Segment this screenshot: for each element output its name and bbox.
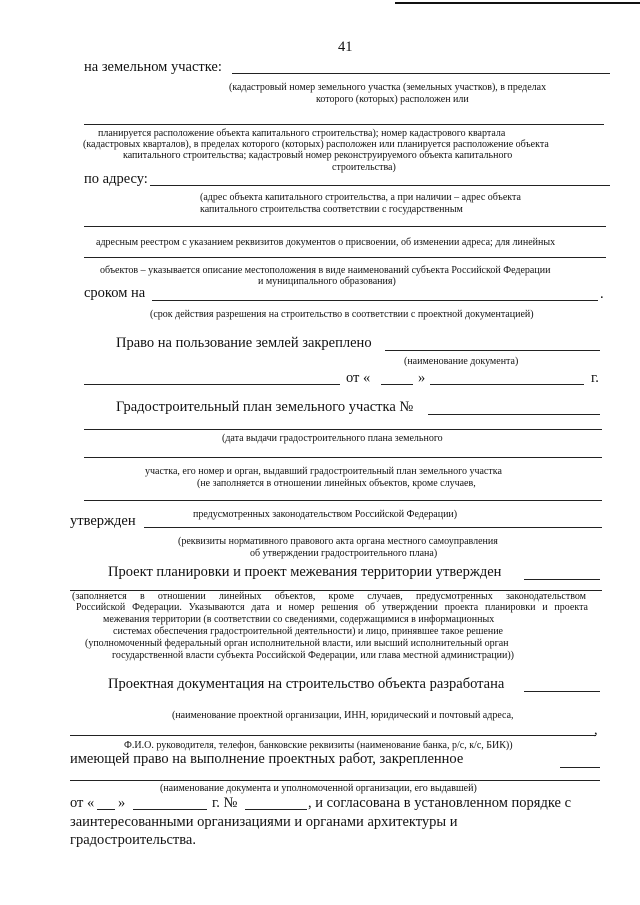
urban-plan-caption-3: (не заполняется в отношении линейных объектов, кроме случаев, — [197, 478, 476, 489]
document-line[interactable] — [84, 384, 340, 385]
land-plot-caption-1: (кадастровый номер земельного участка (земельных участков), в пределах — [229, 82, 547, 93]
land-plot-label: на земельном участке: — [84, 59, 222, 75]
term-label: сроком на — [84, 285, 146, 301]
date-quote-close: » — [418, 370, 426, 386]
planning-note-4: системах обеспечения градостроительной деятельности) и лицо, принявшее такое решение — [113, 626, 503, 637]
design-rights-field[interactable] — [560, 767, 600, 768]
land-plot-field[interactable] — [232, 73, 610, 74]
final-line-3: градостроительства. — [70, 832, 196, 848]
planning-note-3: межевания территории (в соответствии со сведениями, содержащимися в информационных — [103, 614, 495, 625]
document-caption: (наименование документа) — [404, 356, 519, 367]
address-caption-3: адресным реестром с указанием реквизитов документов о присвоении, об изменении адреса; для линейных — [96, 237, 556, 248]
address-caption-5: и муниципального образования) — [258, 276, 396, 287]
urban-plan-caption-4: предусмотренных законодательством Российской Федерации) — [193, 509, 458, 520]
project-docs-caption-1: (наименование проектной организации, ИНН, юридический и почтовый адреса, — [172, 710, 514, 721]
approved-caption-2: об утверждении градостроительного плана) — [250, 548, 438, 559]
project-docs-line-2[interactable] — [70, 735, 596, 736]
land-right-field[interactable] — [385, 350, 600, 351]
final-month-year-field[interactable] — [133, 809, 207, 810]
address-line-3[interactable] — [84, 257, 606, 258]
final-agreed-text: , и согласована в установленном порядке с — [308, 795, 572, 811]
final-number-field[interactable] — [245, 809, 307, 810]
design-rights-line-2[interactable] — [70, 780, 600, 781]
quarter-caption-4: строительства) — [332, 162, 396, 173]
planning-note-5: (уполномоченный федеральный орган исполнительной власти, или высший исполнительный орган — [85, 638, 509, 649]
approved-caption-1: (реквизиты нормативного правового акта органа местного самоуправления — [178, 536, 498, 547]
approved-field[interactable] — [144, 527, 602, 528]
project-docs-caption-2: Ф.И.О. руководителя, телефон, банковские реквизиты (наименование банка, р/с, к/с, БИК)) — [124, 740, 513, 751]
urban-plan-number-field[interactable] — [428, 414, 600, 415]
final-line-2: заинтересованными организациями и органами архитектуры и — [70, 814, 458, 830]
land-plot-caption-2: которого (которых) расположен или — [316, 94, 469, 105]
design-rights-label: имеющей право на выполнение проектных работ, закрепленное — [70, 751, 464, 767]
term-field[interactable] — [152, 300, 598, 301]
urban-plan-line-2[interactable] — [84, 429, 602, 430]
term-caption: (срок действия разрешения на строительство в соответствии с проектной документацией) — [150, 309, 534, 320]
design-rights-caption: (наименование документа и уполномоченной организации, его выдавшей) — [160, 783, 477, 794]
urban-plan-caption-2: участка, его номер и орган, выдавший градостроительный план земельного участка — [145, 466, 502, 477]
urban-plan-label: Градостроительный план земельного участка № — [116, 399, 414, 415]
address-label: по адресу: — [84, 171, 148, 187]
land-right-label: Право на пользование землей закреплено — [116, 335, 372, 351]
address-caption-1: (адрес объекта капитального строительства, а при наличии – адрес объекта — [200, 192, 521, 203]
planning-project-field[interactable] — [524, 579, 600, 580]
scan-edge-line — [395, 2, 640, 4]
date-from-label: от « — [346, 370, 371, 386]
project-docs-field[interactable] — [524, 691, 600, 692]
quarter-caption-1: планируется расположение объекта капитального строительства); номер кадастрового квартала — [98, 128, 506, 139]
final-from-label: от « — [70, 795, 95, 811]
address-line-2[interactable] — [84, 226, 606, 227]
quarter-caption-3: капитального строительства; кадастровый номер реконструируемого объекта капитального — [123, 150, 513, 161]
address-caption-2: капитального строительства соответствии с государственным — [200, 204, 463, 215]
land-plot-line-2[interactable] — [84, 124, 604, 125]
date-day-field[interactable] — [381, 384, 413, 385]
urban-plan-line-4[interactable] — [84, 500, 602, 501]
planning-note-1: (заполняется в отношении линейных объектов, кроме случаев, предусмотренных законодательством — [72, 591, 586, 602]
final-quote-close: » — [118, 795, 126, 811]
final-day-field[interactable] — [97, 809, 115, 810]
address-field[interactable] — [150, 185, 610, 186]
approved-label: утвержден — [70, 513, 136, 529]
urban-plan-caption-1: (дата выдачи градостроительного плана земельного — [222, 433, 443, 444]
project-docs-comma: , — [594, 722, 598, 738]
page-number: 41 — [338, 39, 353, 55]
project-docs-label: Проектная документация на строительство объекта разработана — [108, 676, 505, 692]
urban-plan-line-3[interactable] — [84, 457, 602, 458]
address-caption-4: объектов – указывается описание местоположения в виде наименований субъекта Российской Федерации — [100, 265, 551, 276]
planning-note-2: Российской Федерации. Указываются дата и номер решения об утверждении проекта планировки и проекта — [76, 602, 588, 613]
final-year-number-label: г. № — [212, 795, 238, 811]
planning-note-6: государственной власти субъекта Российской Федерации, или глава местной администрации)) — [112, 650, 515, 661]
year-suffix: г. — [591, 370, 599, 386]
date-month-year-field[interactable] — [430, 384, 584, 385]
quarter-caption-2: (кадастровых кварталов), в пределах которого (которых) расположен или планируется расположение объекта — [83, 139, 549, 150]
planning-project-label: Проект планировки и проект межевания территории утвержден — [108, 564, 502, 580]
term-period: . — [600, 286, 604, 302]
